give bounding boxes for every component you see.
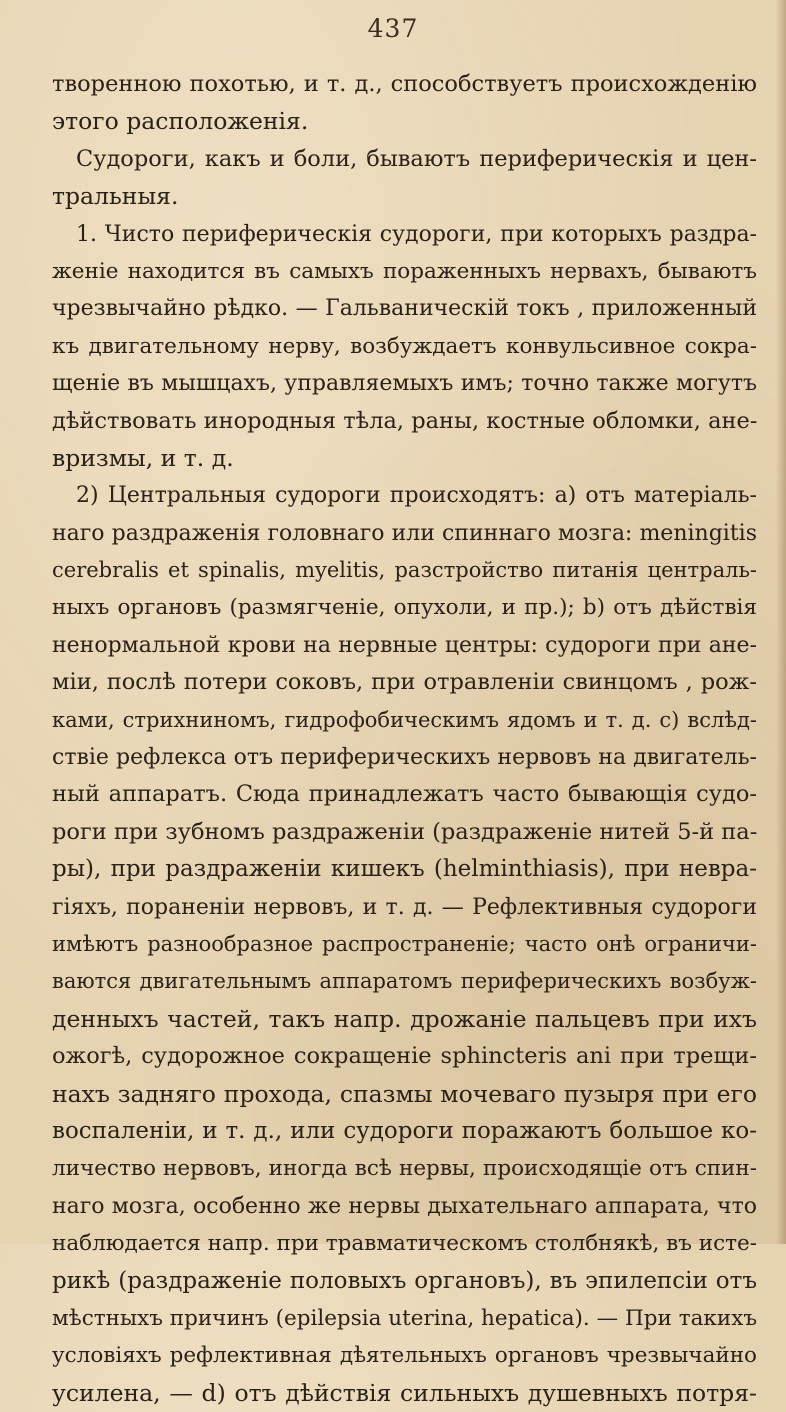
text-line: имѣютъ разнообразное распространеніе; часто онѣ ограничи- (52, 931, 757, 956)
text-line: чрезвычайно рѣдко. — Гальваническій токъ , приложенный (52, 296, 757, 322)
text-line: ствіе рефлекса отъ периферическихъ нервовъ на двигатель- (52, 745, 757, 771)
text-line: мѣстныхъ причинъ (epilepsia uterina, hepatica). — При такихъ (52, 1305, 757, 1331)
text-line: этого расположенія. (52, 107, 309, 136)
text-line: гіяхъ, пораненіи нервовъ, и т. д. — Рефлективныя судороги (52, 894, 757, 920)
text-line: женіе находится въ самыхъ пораженныхъ нервахъ, бываютъ (52, 258, 757, 284)
text-line: 2) Центральныя судороги происходятъ: а) отъ матеріаль- (76, 483, 757, 509)
text-line: творенною похотью, и т. д., способствуетъ происхожденію (52, 71, 757, 97)
page-number: 437 (367, 14, 419, 43)
text-line: міи, послѣ потери соковъ, при отравленіи свинцомъ , рож- (52, 669, 757, 696)
text-line: воспаленіи, и т. д., или судороги поражаютъ большое ко- (52, 1117, 757, 1144)
page-edge-shadow (776, 0, 786, 1244)
text-line: Судороги, какъ и боли, бываютъ периферическія и цен- (76, 145, 757, 172)
text-line: тральныя. (52, 182, 179, 211)
text-line: нахъ задняго прохода, спазмы мочеваго пузыря при его (52, 1079, 757, 1108)
text-line: 1. Чисто периферическія судороги, при которыхъ раздра- (76, 221, 757, 247)
text-line: ненормальной крови на нервные центры: судороги при ане- (52, 632, 757, 658)
text-line: рикѣ (раздраженіе половыхъ органовъ), въ эпилепсіи отъ (52, 1267, 757, 1294)
text-line: ныхъ органовъ (размягченіе, опухоли, и пр.); b) отъ дѣйствія (52, 595, 757, 621)
text-line: щеніе въ мышцахъ, управляемыхъ имъ; точно также могутъ (52, 371, 757, 397)
text-line: дѣйствовать инородныя тѣла, раны, костные обломки, ане- (52, 407, 757, 434)
text-line: денныхъ частей, такъ напр. дрожаніе пальцевъ при ихъ (52, 1004, 757, 1033)
text-line: усилена, — d) отъ дѣйствія сильныхъ душевныхъ потря- (52, 1378, 757, 1407)
text-line: наго мозга, особенно же нервы дыхательнаго аппарата, что (52, 1193, 757, 1219)
text-line: роги при зубномъ раздраженіи (раздраженіе нитей 5-й па- (52, 818, 757, 845)
text-line: ный аппаратъ. Сюда принадлежатъ часто бывающія судо- (52, 781, 757, 808)
text-line: къ двигательному нерву, возбуждаетъ конвульсивное сокра- (52, 333, 757, 359)
text-line: ваются двигательнымъ аппаратомъ периферическихъ возбуж- (52, 969, 757, 994)
text-line: наблюдается напр. при травматическомъ столбнякѣ, въ исте- (52, 1231, 757, 1257)
text-line: личество нервовъ, иногда всѣ нервы, происходящіе отъ спин- (52, 1156, 757, 1182)
text-line: ры), при раздраженіи кишекъ (helminthiasis), при невра- (52, 856, 757, 883)
text-line: ками, стрихниномъ, гидрофобическимъ ядомъ и т. д. с) вслѣд- (52, 707, 757, 732)
text-line: ожогѣ, судорожное сокращеніе sphincteris ani при трещи- (52, 1043, 757, 1070)
body-text (52, 66, 757, 1412)
text-line: условіяхъ рефлективная дѣятельныхъ органовъ чрезвычайно (52, 1343, 757, 1369)
text-line: cerebralis et spinalis, myelitis, разстройство питанія централь- (52, 558, 757, 583)
text-line: вризмы, и т. д. (52, 443, 234, 472)
text-line: наго раздраженія головнаго или спиннаго мозга: meningitis (52, 520, 757, 546)
